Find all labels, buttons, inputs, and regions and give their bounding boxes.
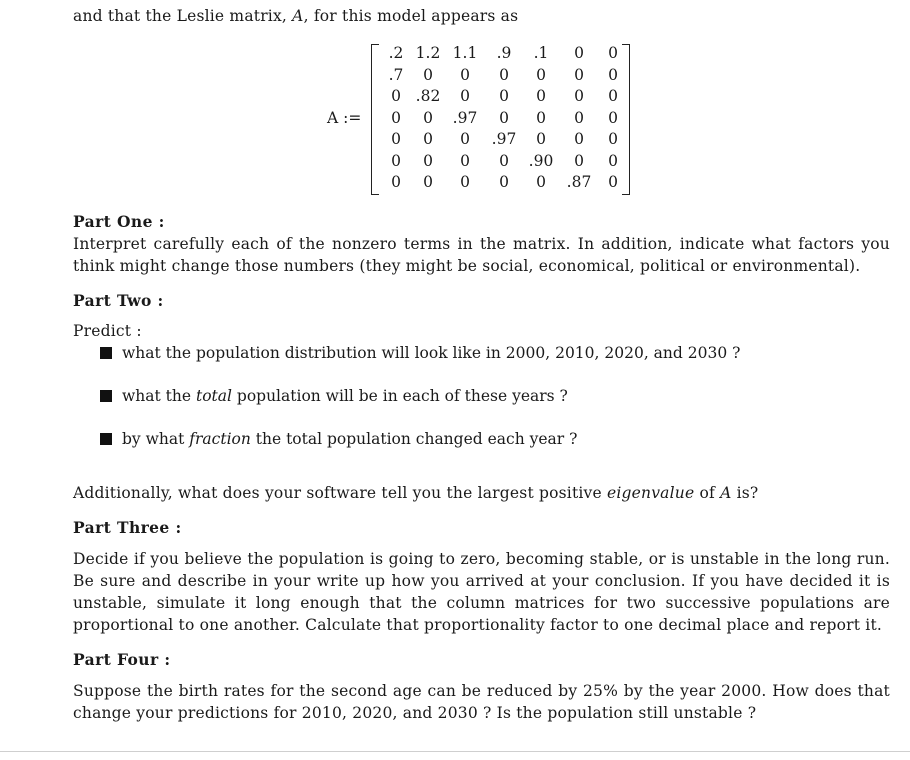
matrix-cell: 0: [536, 130, 546, 148]
matrix-cell: 0: [499, 173, 509, 191]
bullet2-post: population will be in each of these years ?: [231, 387, 568, 405]
matrix-cell: 0: [536, 173, 546, 191]
matrix-cell: 0: [608, 87, 618, 105]
matrix-cell: 0: [391, 108, 401, 127]
bullet-text-distribution: what the population distribution will look like in 2000, 2010, 2020, and 2030 ?: [122, 344, 741, 362]
bullet-item-distribution: [100, 344, 740, 362]
matrix-cell: 0: [574, 44, 584, 62]
matrix-cell: 0: [423, 151, 433, 170]
matrix-cell: 0: [423, 173, 433, 191]
matrix-cell: 0: [608, 151, 618, 170]
matrix-cell: 0: [608, 130, 618, 148]
matrix-cell: 0: [499, 65, 509, 84]
intro-var: A: [292, 7, 304, 25]
bullet3-emphasis: fraction: [189, 430, 251, 448]
matrix-cell: .82: [415, 87, 441, 105]
matrix-cell: 0: [536, 108, 546, 127]
matrix-cell: 0: [391, 87, 401, 105]
matrix-cell: 0: [499, 87, 509, 105]
bullet2-emphasis: total: [195, 387, 232, 405]
bullet-square-icon: [100, 433, 112, 445]
matrix-cell: 0: [391, 151, 401, 170]
matrix-cell: 0: [499, 151, 509, 170]
matrix-cell: .87: [566, 173, 592, 191]
bullet-item-fraction: [100, 430, 577, 448]
matrix-cell: 0: [460, 130, 470, 148]
eigen-var: A: [720, 484, 732, 502]
matrix-cell: 0: [391, 173, 401, 191]
matrix-cell: .97: [491, 130, 517, 148]
part-three-text: Decide if you believe the population is going to zero, becoming stable, or is unstable in the long run. Be sure and describe in your write up how you arrived at your conclusion. If you have decided it is unstable, simulate it long enough that the column matrices for two successive populations are proportional to one another. Calculate that proportionality factor to one decimal place and report it.: [73, 550, 890, 634]
part-three-heading: Part Three :: [73, 518, 182, 537]
matrix-cell: 1.2: [415, 44, 441, 62]
matrix-cell: 1.1: [452, 44, 478, 62]
bullet-item-total: [100, 387, 568, 405]
matrix-cell: 0: [460, 65, 470, 84]
bullet3-post: the total population changed each year ?: [250, 430, 578, 448]
predict-label: Predict :: [73, 322, 142, 340]
matrix-cell: .90: [528, 151, 554, 170]
matrix-cell: 0: [608, 173, 618, 191]
matrix-cell: .9: [496, 44, 512, 62]
part-one-text: Interpret carefully each of the nonzero terms in the matrix. In addition, indicate what factors you think might change those numbers (they might be social, economical, political or environmental).: [73, 235, 890, 275]
eigen-pre: Additionally, what does your software tell you the largest positive: [73, 484, 608, 502]
intro-line: [73, 7, 518, 25]
matrix-label: A :=: [327, 109, 362, 127]
matrix-cell: .7: [388, 65, 404, 84]
matrix-cell: 0: [574, 151, 584, 170]
part-one-heading: Part One :: [73, 212, 165, 231]
bullet-square-icon: [100, 347, 112, 359]
matrix-cell: 0: [608, 108, 618, 127]
matrix-cell: 0: [423, 130, 433, 148]
matrix-cell: 0: [460, 151, 470, 170]
part-two-heading: Part Two :: [73, 291, 164, 310]
bullet-text-fraction: [122, 430, 577, 448]
matrix-cell: 0: [574, 87, 584, 105]
part-four-heading: Part Four :: [73, 650, 171, 669]
matrix-cell: 0: [608, 44, 618, 62]
eigen-emphasis: eigenvalue: [607, 484, 695, 502]
eigenvalue-question: [73, 484, 758, 502]
bullet2-pre: what the: [122, 387, 196, 405]
matrix-cell: 0: [423, 108, 433, 127]
part-four-text: Suppose the birth rates for the second age can be reduced by 25% by the year 2000. How does that change your predictions for 2010, 2020, and 2030 ? Is the population still unstable ?: [73, 682, 890, 722]
matrix-cell: 0: [460, 173, 470, 191]
matrix-cell: 0: [574, 130, 584, 148]
matrix-cell: 0: [574, 108, 584, 127]
matrix-cell: 0: [460, 87, 470, 105]
matrix-cell: .2: [388, 44, 404, 62]
matrix-cell: 0: [536, 87, 546, 105]
matrix-cell: .97: [452, 108, 478, 127]
bullet-square-icon: [100, 390, 112, 402]
intro-suffix: , for this model appears as: [303, 7, 519, 25]
page-divider: [0, 751, 910, 752]
matrix-cell: 0: [391, 130, 401, 148]
matrix-cell: .1: [533, 44, 549, 62]
matrix-cell: 0: [499, 108, 509, 127]
matrix-cell: 0: [574, 65, 584, 84]
eigen-post: is?: [731, 484, 759, 502]
bullet-text-total: [122, 387, 568, 405]
matrix-cell: 0: [536, 65, 546, 84]
matrix-cell: 0: [423, 65, 433, 84]
bullet3-pre: by what: [122, 430, 190, 448]
intro-prefix: and that the Leslie matrix,: [73, 7, 293, 25]
matrix-cell: 0: [608, 65, 618, 84]
eigen-mid: of: [694, 484, 721, 502]
